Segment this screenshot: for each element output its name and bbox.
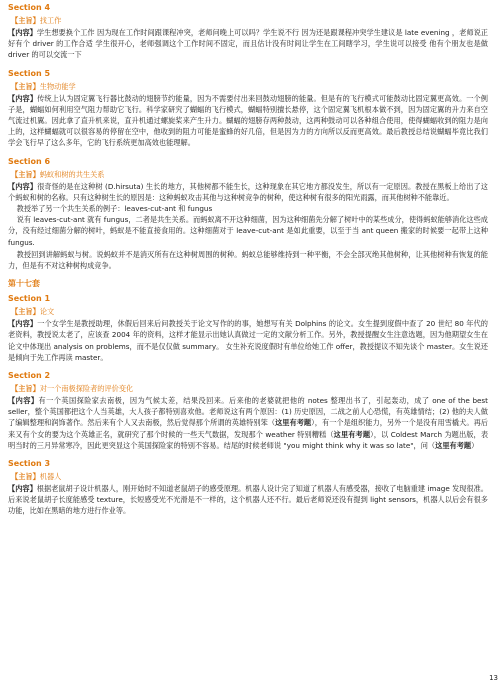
paragraph-text: 教授举了另一个共生关系的例子：leaves-cut-ant 和 fungus	[16, 204, 213, 214]
section-heading: Section 6	[8, 156, 51, 166]
content-paragraph	[8, 483, 488, 517]
content-paragraph	[8, 249, 488, 271]
topic-tag: 【主旨】	[11, 384, 40, 394]
section-heading: Section 3	[8, 459, 51, 469]
exam-point-highlight: 这里有考题	[275, 418, 312, 428]
paragraph-text: 一个女学生是教授助理，休假后回来后问教授关于论文写作的的事，她想写有关 Dolphins 的论文。女生提到度假中查了 20 世纪 80 年代的老资料，教授说太老了，应该查 2004 年的资料，这样才能显示出她认真做过一定的文献分析工作。另外，教授提醒女生注意选题，因为他期望女生在论文中体现出 analysis on problems，而不是仅仅做 summary。 女生补充说度假时有单位给她工作 offer，教授提议不知先谈个 master。女生说还是倾向于先工作再读 master。	[8, 319, 488, 362]
chapter-heading: 第十七套	[8, 279, 40, 289]
topic-line	[8, 169, 488, 180]
paragraph-text: 有一个英国探险家去南极，因为气候太差，结果没回来。后来他的老婆就把他的 notes 整理出书了，引起轰动，成了 one of the best seller，整个英国都把这个人当英雄，大人孩子都特别喜欢他。老师说这有两个原因：(1) 历史原因，二战之前人心恐慌，有英雄情结；(2) 他的夫人做了编辑整理和润饰著作。然后来有个人又去南极，然后觉得那个所谓的英雄特别笨（	[8, 396, 488, 428]
section-block	[8, 156, 488, 272]
topic-text: 生物动能学	[39, 81, 76, 91]
section-block	[8, 458, 488, 517]
paragraph-text: 学生想要换个工作 因为现在工作时间跟课程冲突，老师问晚上可以吗？学生说不行 因为还是跟课程冲突学生建议是 late evening ，老师说正好有个 driver 的工作合适 学生很开心，老师强调这个工作时间不固定，而且估计没有时间让学生在工间瞎学习，学生说可以接受 他有个朋友也是做 driver 的可以交流一下	[8, 28, 488, 60]
content-paragraph	[8, 27, 488, 61]
topic-line	[8, 383, 488, 394]
content-label: 【内容】	[8, 28, 37, 37]
topic-tag: 【主旨】	[11, 16, 40, 25]
topic-tag: 【主旨】	[11, 81, 40, 91]
section-heading: Section 1	[8, 294, 51, 304]
content-paragraph	[8, 214, 488, 248]
topic-text: 论文	[39, 307, 55, 317]
exam-point-highlight: 这里有考题	[333, 429, 371, 439]
section-heading: Section 4	[8, 3, 51, 12]
paragraph-text: 传统上认为固定翼飞行器比鼓动的翅膀节约能量，因为不需要付出来回鼓动翅膀的能量。但是有的飞行模式可能鼓动比固定翼更高效。一个例子是，蝴蝠如何利用空气阻力帮助它飞行。科学家研究了蝴蝠的飞行模式，蝴蝠特别擅长悬停，这个固定翼飞机根本做不到，因为固定翼的升力来自空气流过机翼。因此拿了直升机来说，直升机通过螺旋桨来产生升力。蝴蝠的翅膀存两种鼓动，这两种鼓动可以各种组合使用，使得蝴蝠收到的阻力是向上的，这样蝴蝠就可以很容易的停留在空中，他收到的阻力可能是蜜蜂的好几倍，但是因为力的方向所以反而更高效。最后教授总结说蝴蝠毕竟比我们学会飞行早了这么多年，它的飞行系统更加高效也能理解。	[8, 93, 488, 148]
section-block	[8, 68, 488, 149]
paragraph-text: 根据老鼠胡子设计机器人，刚开始时不知道老鼠胡子的感受原理。机器人设计完了知道了机器人有感受器，接收了电脑重建 image 发现很准。后来说老鼠胡子长度能感受 texture，长短感受光不光滑是不一样的，这个机器人还不行。最后老师说还没有提到 light sensors，机器人以后会有很多功能，比如在黑暗的地方进行作业等。	[8, 484, 488, 516]
content-paragraph	[8, 93, 488, 149]
section-block	[8, 2, 488, 61]
content-paragraph	[8, 203, 488, 214]
topic-text: 对一个南极探险者的评价变化	[39, 384, 134, 394]
paragraph-text: 很奇怪的是在这种树 (D.hirsuta) 生长的地方，其他树都不能生长，这种现象在其它地方都没发生，所以有一定原因。教授在黑板上给出了这个蚂蚁和树的名称。只有这种树生长的原因是：这种蚂蚁攻击其他与这种树竞争的树种，使这种树有很多的阳光雨露，而其他树种不能靠近。	[8, 181, 488, 202]
topic-text: 蚂蚁和树的共生关系	[39, 169, 105, 179]
paragraph-text: ）	[471, 440, 479, 450]
topic-line	[8, 471, 488, 482]
content-label: 【内容】	[8, 93, 38, 103]
paragraph-text: 教授回到讲解蚂蚁与树。说蚂蚁并不是消灭所有在这种树周围的树种。蚂蚁总能够维持到一种平衡，不会全部灭绝其他树种，让其他树种有恢复的能力，但是有不对这种树构成竞争。	[8, 249, 488, 271]
section-block	[8, 370, 488, 451]
section-heading: Section 5	[8, 68, 51, 78]
section-block	[8, 278, 488, 363]
paragraph-text: ），有一个是组织能力，另外一个是没有用雪橇犬。再后来又有个女的要为这个英雄正名，就研究了那个时候的一些天气数据，发现那个 weather 特别糟糕（	[8, 418, 488, 439]
content-paragraph	[8, 318, 488, 363]
topic-text: 找工作	[39, 16, 62, 25]
topic-line	[8, 306, 488, 317]
exam-point-highlight: 这里有考题	[435, 440, 472, 450]
content-label: 【内容】	[8, 319, 38, 329]
topic-tag: 【主旨】	[11, 307, 40, 317]
content-paragraph	[8, 395, 488, 451]
content-label: 【内容】	[8, 396, 39, 406]
topic-tag: 【主旨】	[11, 169, 40, 179]
topic-line	[8, 81, 488, 92]
paragraph-text: 说有 leaves-cut-ant 就有 fungus，二者是共生关系。而蚂蚁离不开这种细菌，因为这种细菌先分解了树叶中的某些成分，使得蚂蚁能够消化这些成分，没有经过细菌分解的树叶，蚂蚁是不能直接食用的。这种细菌对于 leave-cut-ant 是如此重要，以至于当 ant queen 搬家的时候要一起带上这种 fungus.	[8, 215, 488, 247]
content-paragraph	[8, 181, 488, 203]
content-label: 【内容】	[8, 181, 38, 191]
document-page	[8, 2, 488, 524]
topic-text: 机器人	[39, 472, 62, 482]
content-label: 【内容】	[8, 484, 37, 494]
paragraph-text: ），以 Coldest March 为题出版，表明当时的三月异常寒冷，因此更突显这个英国探险家的特别不容易。结尾的时候老师说 "you might think why it was so late"，问（	[8, 429, 489, 450]
page-number: 13	[489, 674, 498, 682]
section-heading: Section 2	[8, 371, 51, 381]
topic-tag: 【主旨】	[11, 472, 40, 482]
topic-line	[8, 15, 488, 26]
